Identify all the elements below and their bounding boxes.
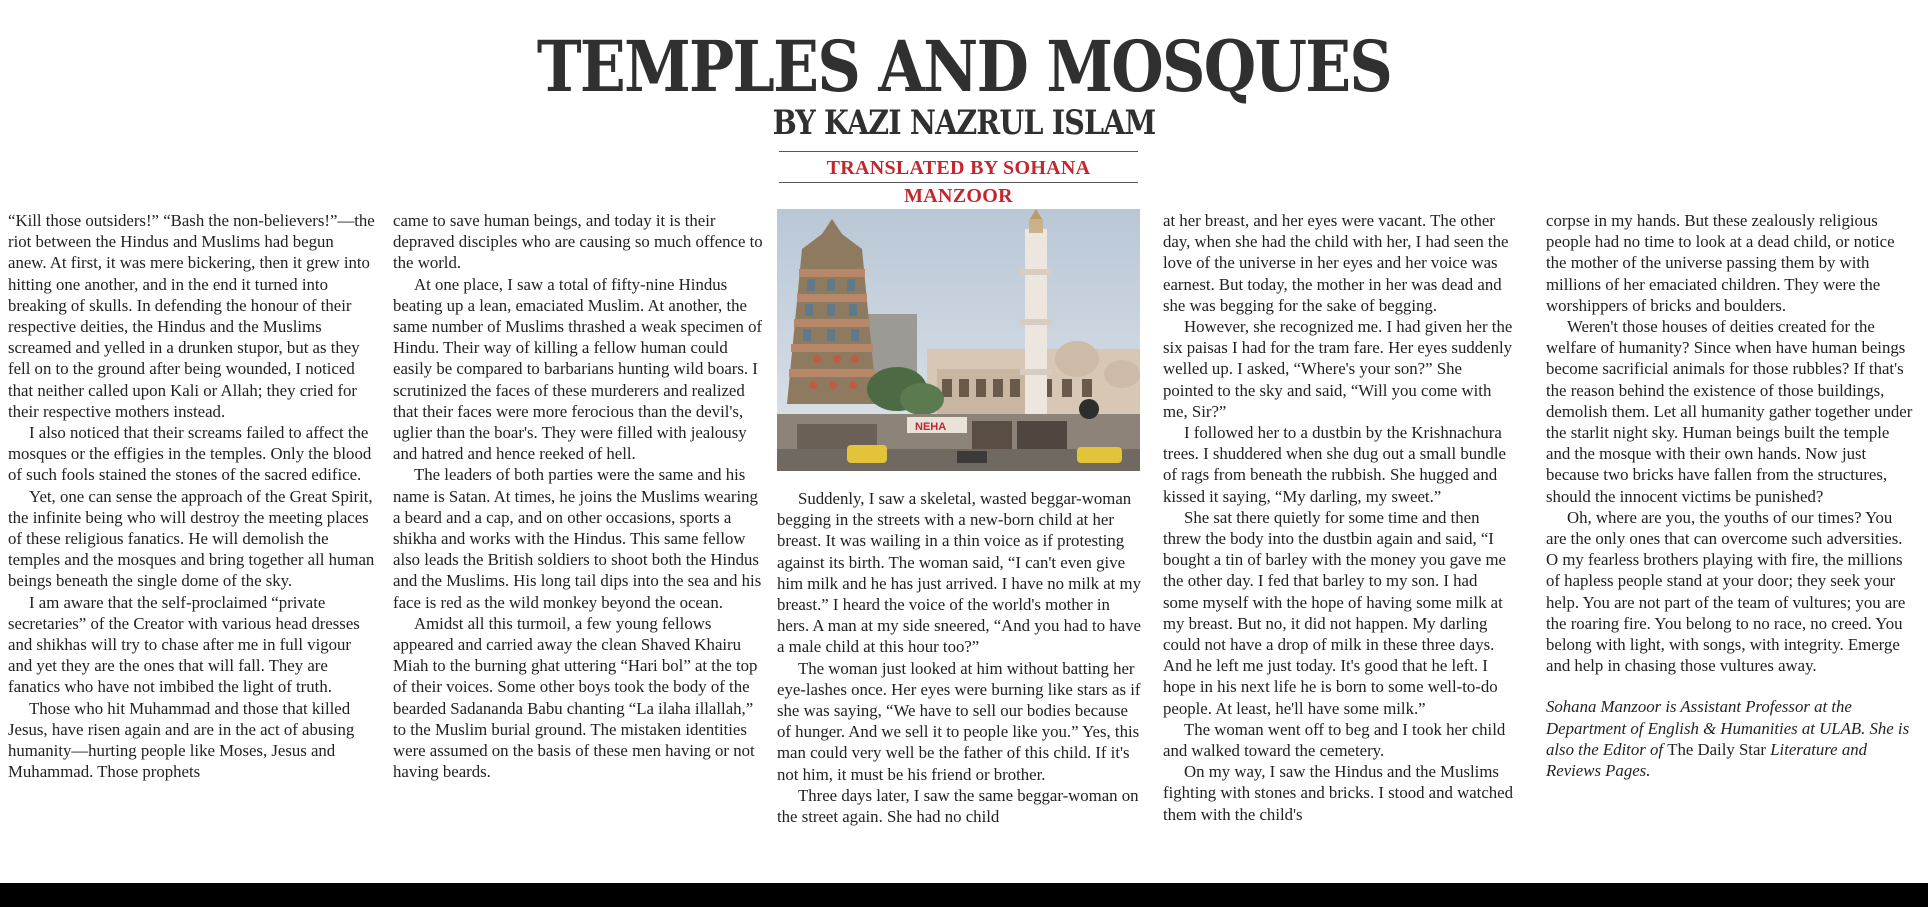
translator-credit: TRANSLATED BY SOHANA MANZOOR (826, 157, 1091, 207)
paragraph: I also noticed that their screams failed to affect the mosques or the effigies in the temples. Only the blood of such fools stained the stones of the sacred edifice. (8, 423, 372, 485)
divider-rule (779, 182, 1138, 183)
paragraph: She sat there quietly for some time and then threw the body into the dustbin again and said, “I bought a tin of barley with the money you gave me the other day. I fed that barley to my son. I had some myself with the hope of having some milk at my breast. But no, it did not happen. My darling could not have a drop of milk in these three days. And he left me just today. It's good that he left. I hope in his next life he is born to some well-to-do people. At least, he'll have some milk.” (1163, 507, 1506, 718)
paragraph: I followed her to a dustbin by the Krishnachura trees. I shuddered when she dug out a small bundle of rags from beneath the rubbish. She hugged and kissed it saying, “My darling, my sweet.” (1163, 423, 1506, 506)
paragraph: corpse in my hands. But these zealously religious people had no time to look at a dead child, or notice the mother of the universe passing them by with millions of her emaciated children. They were the worshippers of bricks and boulders. (1546, 211, 1895, 315)
paragraph: The leaders of both parties were the same and his name is Satan. At times, he joins the Muslims wearing a beard and a cap, and on other occasions, sports a shikha and works with the Hindus. This same fellow also leads the British soldiers to shoot both the Hindus and the Muslims. His long tail dips into the sea and his face is red as the wild monkey beyond the ocean. (393, 465, 762, 612)
paragraph: “Kill those outsiders!” “Bash the non-believers!”—the riot between the Hindus and Muslims had begun anew. At first, it was mere bickering, then it grew into hitting one another, and in the end it turned into breaking of skulls. In defending the honour of their respective deities, the Hindus and the Muslims screamed and yelled in a drunken stupor, but as they fell on to the ground after being wounded, I noticed that neither called upon Kali or Allah; they cried for their respective mothers instead. (8, 211, 375, 421)
column-4 (1163, 210, 1515, 825)
paragraph: I am aware that the self-proclaimed “private secretaries” of the Creator with various head dresses and shikhas will try to chase after me in full vigour and yet they are the ones that will fall. They are fanatics who have not imbibed the light of truth. (8, 592, 360, 697)
paragraph: Those who hit Muhammad and those that killed Jesus, have risen again and are in the act of abusing humanity—hurting people like Moses, Jesus and Muhammad. Those prophets (8, 698, 355, 782)
bio-text-end: Literature and Reviews Pages. (1546, 739, 1867, 781)
headline: TEMPLES AND MOSQUES (536, 25, 1392, 108)
paragraph: Weren't those houses of deities created for the welfare of humanity? Since when have human beings become sacrificial animals for those rubbles? If that's the reason behind the existence of those buildings, demolish them. Let all humanity gather together under the starlit night sky. Human beings built the temple and the mosque with their own hands. Now just because two bricks have fallen from the structures, should the innocent victims be punished? (1546, 317, 1913, 506)
column-1 (8, 210, 375, 782)
bio-text: Sohana Manzoor is Assistant Professor at the Department of English & Humanities at ULAB. She is also the Editor of (1546, 697, 1910, 759)
paragraph: The woman just looked at him without batting her eye-lashes once. Her eyes were burning like stars as if she was saying, “We have to sell our bodies because of hunger. And we sell it to people like you.” Yes, this man could very well be the father of this child. If it's not him, it must be his friend or brother. (777, 658, 1141, 784)
column-3 (777, 488, 1142, 827)
paragraph: Amidst all this turmoil, a few young fellows appeared and carried away the clean Shaved Khairu Miah to the burning ghat uttering “Hari bol” at the top of their voices. Some other boys took the body of the bearded Sadananda Babu chanting “La ilaha illallah,” to the Muslim burial ground. The mistaken identities were assumed on the basis of these men having or not having beards. (393, 613, 758, 782)
column-2 (393, 210, 763, 782)
translator-bio (1546, 696, 1914, 781)
divider-rule (779, 151, 1138, 152)
bio-publication: The Daily Star (1667, 739, 1766, 759)
paragraph: Suddenly, I saw a skeletal, wasted beggar-woman begging in the streets with a new-born child at her breast. It was wailing in a thin voice as if protesting against its birth. The woman said, “I can't even give him milk and he has just arrived. I have no milk at my breast.” I heard the voice of the world's mother in hers. A man at my side sneered, “And you had to have a male child at this hour too?” (777, 489, 1141, 657)
paragraph: However, she recognized me. I had given her the six paisas I had for the tram fare. Her eyes suddenly welled up. I asked, “Where's your son?” She pointed to the sky and said, “Will you come with me, Sir?” (1163, 317, 1513, 421)
paragraph: Three days later, I saw the same beggar-woman on the street again. She had no child (777, 785, 1139, 827)
column-5 (1546, 210, 1914, 781)
paragraph: At one place, I saw a total of fifty-nine Hindus beating up a lean, emaciated Muslim. At another, the same number of Muslims thrashed a weak specimen of Hindu. Their way of killing a fellow human could easily be compared to barbarians hunting wild boars. I scrutinized the faces of these murderers and realized that their faces were more ferocious than the devil's, uglier than the boar's. They were filled with jealousy and hatred and hence reeked of hell. (393, 274, 763, 464)
paragraph: Oh, where are you, the youths of our times? You are the only ones that can overcome such adversities. O my fearless brothers playing with fire, the millions of hapless people stand at your door; they seek your help. You are not part of the team of vultures; you are the roaring fire. You belong to no race, no creed. You belong with light, with songs, with integrity. Emerge and help in chasing those vultures away. (1546, 507, 1906, 676)
author-byline: BY KAZI NAZRUL ISLAM (772, 103, 1156, 143)
paragraph: The woman went off to beg and I took her child and walked toward the cemetery. (1163, 719, 1506, 761)
paragraph: On my way, I saw the Hindus and the Muslims fighting with stones and bricks. I stood and watched them with the child's (1163, 762, 1514, 824)
shop-sign-text: NEHA (915, 421, 947, 433)
temple-mosque-photo (777, 209, 1140, 471)
paragraph: at her breast, and her eyes were vacant. The other day, when she had the child with her, I had seen the love of the universe in her eyes and her voice was earnest. But today, the mother in her was dead and she was begging for the sake of begging. (1163, 211, 1509, 315)
paragraph: Yet, one can sense the approach of the Great Spirit, the infinite being who will destroy the meeting places of these religious fanatics. He will demolish the temples and the mosques and bring together all human beings beneath the single dome of the sky. (8, 486, 375, 591)
paragraph: came to save human beings, and today it is their depraved disciples who are causing so much offence to the world. (393, 211, 763, 273)
